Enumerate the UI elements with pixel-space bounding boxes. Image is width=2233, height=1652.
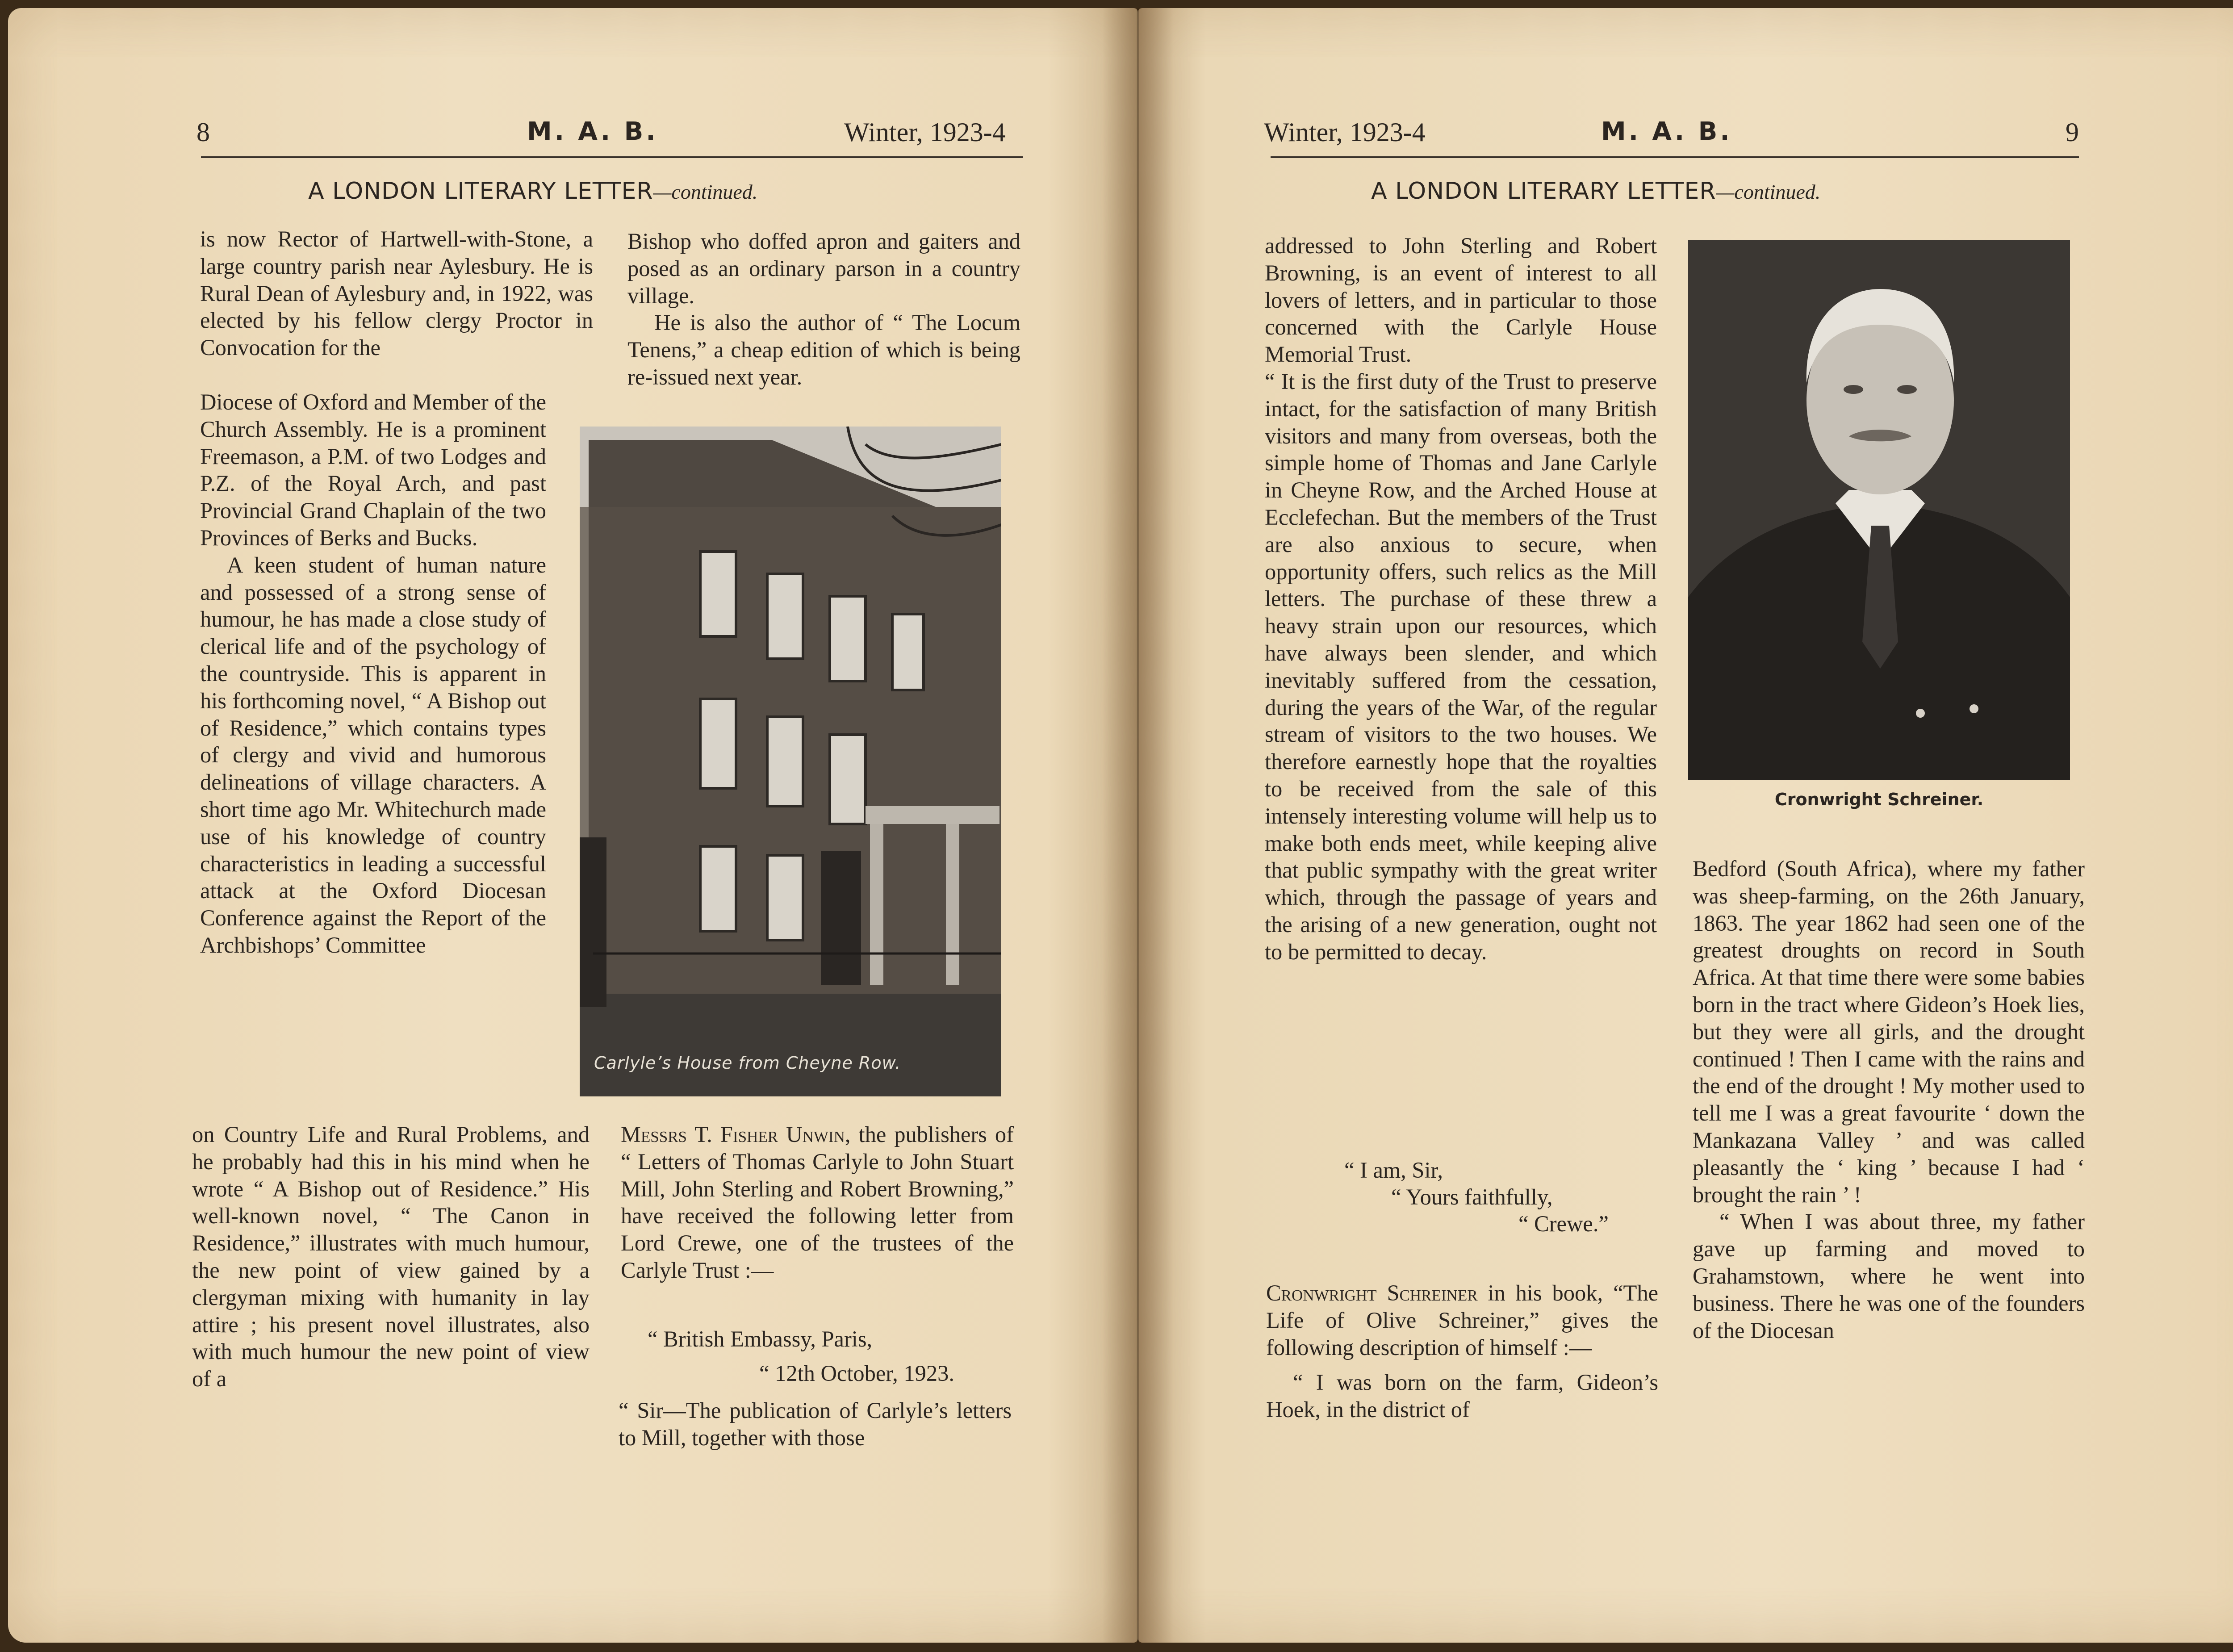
right-col2 [1693, 855, 2085, 1344]
left-page-number: 8 [197, 117, 210, 147]
right-col1-para-2: “ It is the first duty of the Trust to preserve intact, for the satisfaction of many British visitors and many from overseas, both the simple home of Thomas and Jane Carlyle in Cheyne Row, and the Arched House at Ecclefechan. But the members of the Trust are also anxious to secure, when opportunity offers, such relics as the Mill letters. The purchase of these threw a heavy strain upon our resources, which have always been slender, and which inevitably suffered from the cessation, during the years of the War, of the regular stream of visitors to the two houses. We therefore earnestly hope that the royalties to be received from the sale of this intensely interesting volume will help us to make both ends meet, while keeping alive that public sympathy with the great writer which, through the passage of years and the arising of a new generation, ought not to be permitted to decay. [1265, 368, 1657, 964]
unwin-lead: Messrs T. Fisher Unwin, [621, 1122, 851, 1147]
left-col2-para-3 [621, 1121, 1014, 1284]
schreiner-text: in his book, “The Life of Olive Schreiner,” gives the following description of himself :— [1266, 1280, 1659, 1360]
signoff-2: “ Yours faithfully, [1391, 1184, 1553, 1209]
left-col1-bottom [192, 1121, 590, 1393]
unwin-text: the publishers of “ Letters of Thomas Carlyle to John Stuart Mill, John Sterling and Robert Browning,” have received the following letter from Lord Crewe, one of the trustees of the Carlyle Trust :— [621, 1122, 1014, 1283]
right-title-main: A LONDON LITERARY LETTER [1371, 178, 1716, 205]
right-issue-date: Winter, 1923-4 [1264, 117, 1426, 147]
portrait-caption: Cronwright Schreiner. [1774, 790, 1984, 809]
left-title-continued: —continued. [653, 180, 758, 203]
left-col2-para-1: Bishop who doffed apron and gaiters and posed as an ordinary parson in a country village. [627, 229, 1020, 308]
left-col1-para-1: is now Rector of Hartwell-with-Stone, a large country parish near Aylesbury. He is Rural Dean of Aylesbury and, in 1922, was elected by his fellow clergy Proctor in Convocation for the [200, 226, 593, 360]
signoff-1: “ I am, Sir, [1344, 1158, 1443, 1183]
right-page-number: 9 [2066, 117, 2079, 147]
right-col1-para-1: addressed to John Sterling and Robert Browning, is an event of interest to all lovers of letters, and in particular to those concerned with the Carlyle House Memorial Trust. [1265, 233, 1657, 367]
letter-address-1: “ British Embassy, Paris, [648, 1326, 873, 1351]
schreiner-quote: “ I was born on the farm, Gideon’s Hoek, in the district of [1266, 1370, 1658, 1422]
right-header-rule [1271, 156, 2079, 158]
left-col2-para-2: He is also the author of “ The Locum Tenens,” a cheap edition of which is being re-issued next year. [627, 310, 1020, 389]
letter-start [619, 1397, 1012, 1451]
right-title-continued: —continued. [1716, 180, 1821, 203]
left-col1-para-3: A keen student of human nature and possessed of a strong sense of humour, he has made a close study of clerical life and of the psychology of the countryside. This is apparent in his forthcoming novel, “ A Bishop out of Residence,” which contains types of clergy and vivid and humorous delineations of village characters. A short time ago Mr. Whitechurch made use of his knowledge of country characteristics in leading a successful attack at the Oxford Diocesan Conference against the Report of the Archbishops’ Committee [200, 552, 546, 958]
right-col2-para-2: “ When I was about three, my father gave up farming and moved to Grahamstown, where he went into business. There he was one of the founders of the Diocesan [1693, 1209, 2085, 1343]
schreiner-intro [1266, 1280, 1658, 1361]
right-col2-para-1: Bedford (South Africa), where my father was sheep-farming, on the 26th January, 1863. The year 1862 had seen one of the greatest droughts on record in South Africa. At that time there were some babies born in the tract where Gideon’s Hoek lies, but they were all girls, and the drought continued ! Then I came with the rains and the end of the drought ! My mother used to tell me I was a great favourite ‘ down the Mankazana Valley ’ and was called pleasantly the ‘ king ’ because I had ‘ brought the rain ’ ! [1693, 856, 2085, 1207]
carlyle-house-photo [580, 427, 1001, 1096]
left-header-rule [201, 156, 1023, 158]
carlyle-house-caption: Carlyle’s House from Cheyne Row. [594, 1053, 901, 1073]
left-issue-date: Winter, 1923-4 [844, 117, 1006, 147]
left-col1-top [200, 226, 593, 361]
right-col1-bottom [1266, 1280, 1658, 1423]
left-col1-para-2: Diocese of Oxford and Member of the Church Assembly. He is a prominent Freemason, a P.M. of two Lodges and P.Z. of the Royal Arch, and past Provincial Grand Chaplain of the two Provinces of Berks and Bucks. [200, 389, 546, 550]
signoff-3: “ Crewe.” [1518, 1211, 1609, 1236]
left-col2-bottom [621, 1121, 1014, 1284]
right-article-title [1371, 178, 1820, 205]
book-gutter [1102, 8, 1174, 1643]
right-col1 [1265, 232, 1657, 966]
left-title-main: A LONDON LITERARY LETTER [308, 178, 653, 205]
letter-address-2: “ 12th October, 1923. [759, 1361, 954, 1386]
left-col1-para-4: on Country Life and Rural Problems, and he probably had this in his mind when he wrote “ A Bishop out of Residence.” His well-known novel, “ The Canon in Residence,” illustrates with much humour, the new point of view gained by a clergyman mixing with humanity in lay attire ; his present novel illustrates, also with much humour the new point of view of a [192, 1122, 590, 1392]
schreiner-lead: Cronwright Schreiner [1266, 1280, 1478, 1305]
schreiner-portrait [1688, 240, 2070, 780]
right-journal-name: M. A. B. [1601, 117, 1732, 146]
left-article-title [308, 178, 757, 205]
left-col2-top [627, 228, 1020, 391]
left-journal-name: M. A. B. [527, 117, 658, 146]
left-col1-mid [200, 389, 546, 959]
letter-start-text: “ Sir—The publication of Carlyle’s letters to Mill, together with those [619, 1398, 1012, 1450]
